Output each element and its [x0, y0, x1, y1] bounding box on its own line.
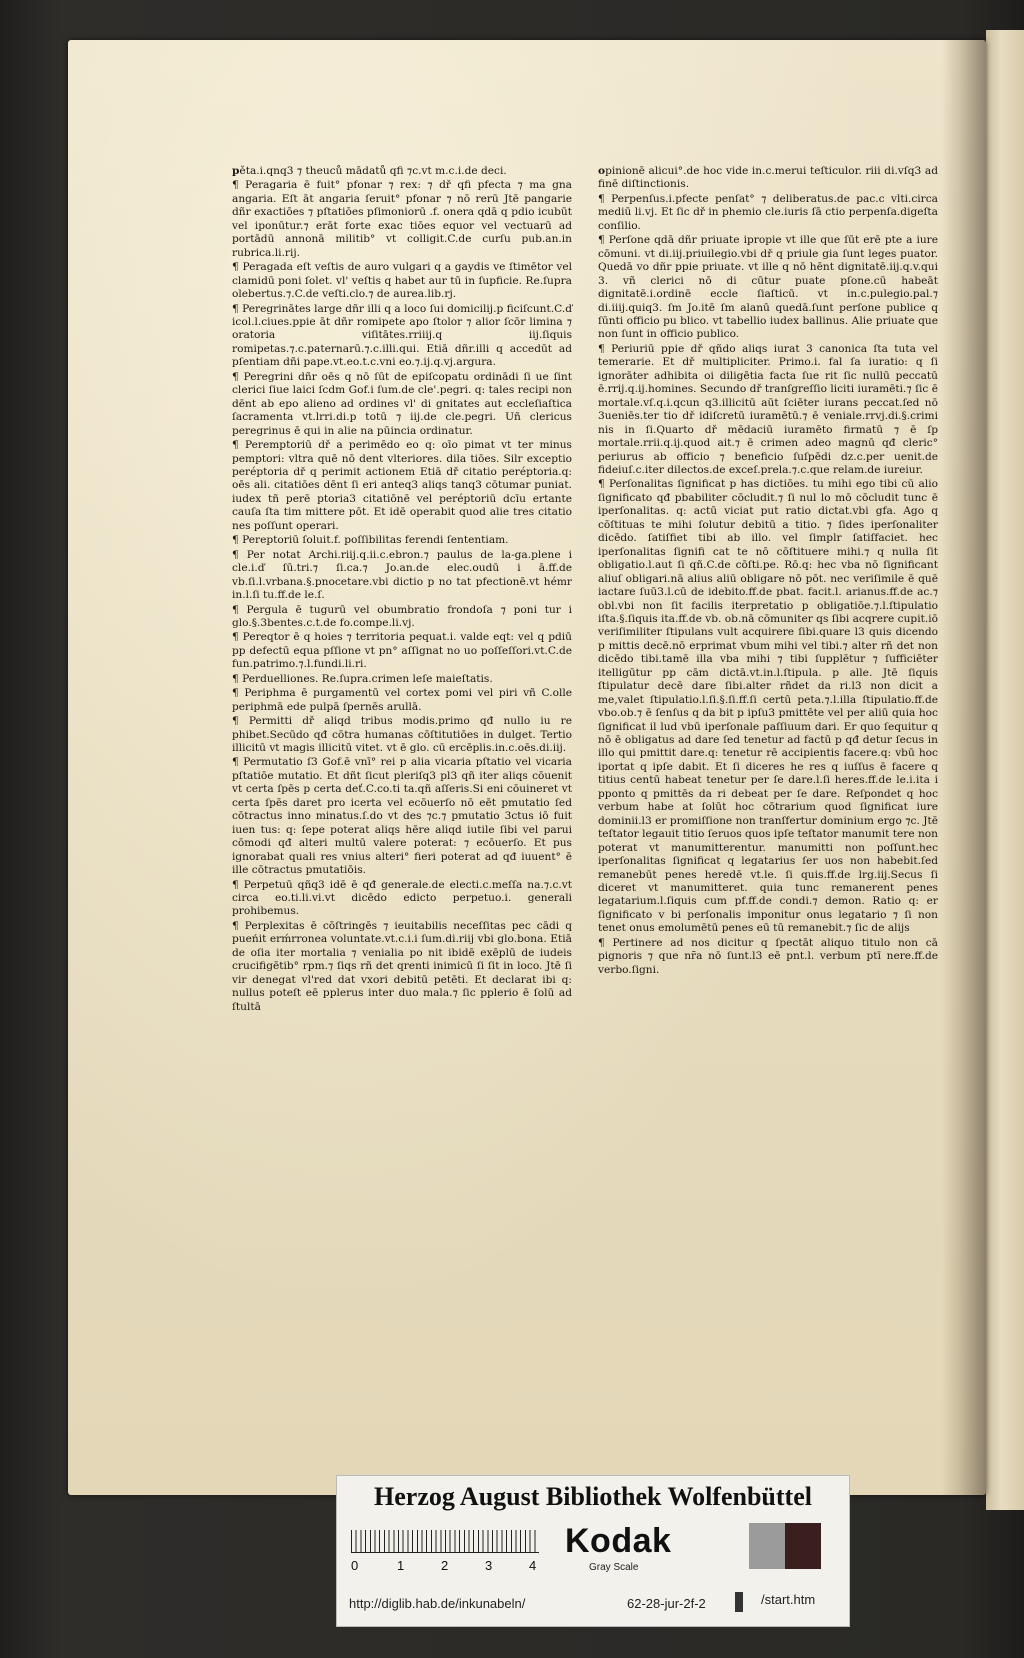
text-paragraph: ¶ Perpenſus.i.pfecte penſat° ⁊ deliberatus.de pac.c vlti.circa mediū li.vj. Et ſic dř in phemio cle.iuris ſā ctio perpenſa.digeſta conſilio.: [598, 192, 938, 232]
facing-page-edge: [986, 30, 1024, 1510]
text-paragraph: ¶ Peregrini dñr oēs q nō ſūt de epiſcopatu ordinādi ſi ue ſint clerici ſiue laici ſcdm Gof.i ſum.de cle'.pegri. q: tales recipi non dēnt ab epo alieno ad ordines vl' di gnitates aut eccleſiaſtica ſacramenta vt.lrri.di.p totū ⁊ iij.de cle.pegri. Uñ clericus peregrinus ē qui in alie na pūincia ordinatur.: [232, 370, 572, 437]
binding-gutter: [942, 40, 986, 1495]
text-paragraph: ¶ Peremptoriū dř a perimēdo eo q: oīo pimat vt ter minus pemptori: vltra quē nō dent vlteriores. dila tiōes. Silr exceptio peréptoria dř q perimit actionem Etiā dř citatio peréptoria.q: oēs ali. citatiōes dēnt ſi eri anteq3 aliqs tanq3 cōtumar puniat. iudex tñ perē ptoria3 citatiōnē vel peréptoriū dcīu ertante cauſa ſta tim mittere pōt. Et idē operabit quod alie tres citatio nes poſſunt operari.: [232, 439, 572, 532]
text-paragraph: ¶ Pertinere ad nos dicitur q ſpectāt aliquo titulo non cā pignoris ⁊ que nr̄a nō ſunt.l3 eē pnt.l. verbum ptī nere.ff.de verbo.ſigni.: [598, 936, 938, 976]
text-paragraph: ¶ Perplexitas ē cōſtringēs ⁊ ieuitabilis neceſſitas pec cādi q pueńit erḿrronea voluntate.vt.c.i.i ſum.di.riij vbi glo.bona. Etiā de oſia iter mortalia ⁊ venialia po nit ibidē exēplū de iudeis crucifigētib° rpm.⁊ ſiqs rñ det qrenti inimicū ſi ſit in loco. Jtē ſi vir denegat vl'red dat vxori debitū petēti. Et declarat ibi q: nullus poteſt eē pplerus inter duo mala.⁊ ſic pplerio ē ſolū ad ſtultā: [232, 919, 572, 1013]
text-paragraph: opinionē alicui°.de hoc vide in.c.merui teſticulor. riii di.vſq3 ad finē diſtinctionis.: [598, 165, 938, 191]
left-text-column: [232, 165, 572, 1015]
kodak-logo: Kodak: [565, 1522, 672, 1560]
gray-patch-medium: [749, 1523, 785, 1569]
library-name: Herzog August Bibliothek Wolfenbüttel: [374, 1482, 812, 1511]
text-paragraph: ¶ Permutatio ſ3 Gof.ē vnī° rei p alia vicaria pſtatio vel vicaria pſtatiōe mutatio. Et dñt ſicut pleriſq3 pl3 qñ iter aliqs cōuenit vt certa ſpēs p certa deť.C.co.ti ta.qñ aſſeris.Si eni cōuineret vt certa ſpēs daret pro icerta vel ecōuerſo nō eēt pmutatio ſed cōtractus inno minatus.ſ.do vt des ⁊c.⁊ pmutatio 3ctus iō fuit iuen tus: q: ſepe poterat aliqs hēre aliqd iutile ſibi vel parui cōmodi qđ alteri multū valere poterat: ⁊ ecōuerſo. Et pus ignorabat quali res vnius alteri° fieri poterat ad qđ iuuent° ē ille cōtractus pmutatiōis.: [232, 756, 572, 877]
text-paragraph: ¶ Periuriū ppie dř qñdo aliqs iurat 3 canonica ſta tuta vel temerarie. Et dř multipliciter. Primo.i. fal ſa iuratio: q ſi ignorāter adhibita oi diligētia facta ſue rit ſic nullū peccatū ē.rrij.q.ij.homines. Secundo dř tranſgreſſio liciti iuramēti.⁊ ſic ē mortale.vſ.q.i.qcun q3.illicitū aūt ſciēter iurans peccat.ſed nō 3ueniēs.ter tio dř idiſcretū iuramētū.⁊ ē veniale.rrvj.di.§.crimi nis in ſi.Quarto dř mēdaciū iuramēto firmatū ⁊ ē ſp mortale.rrii.q.ij.quod ait.⁊ ē crimen adeo magnū qđ cleric° periurus ab officio ⁊ beneficio ſuſpēdi dz.c.per uenit.de fideiuſ.c.iter dilectos.de exceſ.prela.⁊.c.que relam.de iureiur.: [598, 342, 938, 476]
measurement-ruler: [351, 1530, 539, 1553]
gray-scale-label: Gray Scale: [589, 1562, 639, 1573]
text-paragraph: ¶ Peragaria ē fuit° pfonar ⁊ rex: ⁊ dř qfi pfecta ⁊ ma gna angaria. Eſt āt angaria ſeruit° pfonar ⁊ nō rerū Jtē pangarie dñr exactiōes ⁊ pſtatiōes pſimoniorū .f. onera qdā q pdio icubūt vel iponūtur.⁊ erāt forte exac tiōes equor vel vectuarū ad portādū annonā militib° vt colligit.C.de curſu pub.an.in rubrica.li.rij.: [232, 179, 572, 259]
ruler-number: 0: [351, 1558, 359, 1573]
text-paragraph: ¶ Per notat Archi.riij.q.ii.c.ebron.⁊ paulus de la-ga.plene i cle.i.ď ſū.tri.⁊ ſi.ca.⁊ Jo.an.de elec.oudū i ā.ff.de vb.ſi.l.vrbana.§.pnocetare.vbi dictio p no tat pfectionē.vt hémr in.l.ſi tu.ff.de le.ſ.: [232, 548, 572, 602]
library-url[interactable]: http://diglib.hab.de/inkunabeln/: [349, 1596, 526, 1611]
text-paragraph: ¶ Permitti dř aliqd tribus modis.primo qđ nullo iu re phibet.Secūdo qđ cōtra humanas cōſtitutiōes in dulget. Tertio illicitū vt magis illicitū vitet. vt ē glo. cū ercēplis.in.c.oēs.di.iij.: [232, 715, 572, 755]
color-target-card: [336, 1475, 850, 1627]
ruler-number: 1: [397, 1558, 405, 1573]
text-paragraph: pěta.i.qnq3 ⁊ theuců mādatů qfi ⁊c.vt m.c.i.de deci.: [232, 165, 507, 177]
ruler-number: 4: [529, 1558, 537, 1573]
shelfmark: 62-28-jur-2f-2: [627, 1596, 706, 1611]
separator-bar: [735, 1592, 743, 1612]
text-paragraph: ¶ Perduelliones. Re.ſupra.crimen leſe maieſtatis.: [232, 672, 493, 685]
text-paragraph: ¶ Perſone qdā dñr priuate ipropie vt ille que ſūt erē pte a iure cōmuni. vt di.iij.priuilegio.vbi dř q priule gia ſunt leges puator. Quedā vo dñr ppie priuate. vt ille q nō hēnt dignitatē.iij.q.v.qui 3. vñ clerici nō di cūtur puate pſone.cū habeāt dignitatē.i.ordinē eccle ſiaſticū. vt in.c.pulegio.pal.⁊ di.iiij.quiq3. ſm Jo.itē ſm alanū quedā.ſunt perſone publice q ſūnti officio pu blico. vt tabellio iudex ballinus. Alie priuate que non ſunt in officio publico.: [598, 234, 938, 341]
gray-patch-dark: [785, 1523, 821, 1569]
ruler-number: 3: [485, 1558, 493, 1573]
text-paragraph: ¶ Pereptoriū ſoluit.f. poſſibilitas ferendi ſententiam.: [232, 534, 509, 547]
start-link[interactable]: /start.htm: [761, 1592, 816, 1607]
text-paragraph: ¶ Pergula ē tugurū vel obumbratio frondoſa ⁊ poni tur i glo.§.3bentes.c.t.de fo.compe.li.vj.: [232, 603, 572, 629]
text-paragraph: ¶ Periphma ē purgamentū vel cortex pomi vel piri vñ C.olle periphmā ede pulpā ſpernēs arullā.: [232, 687, 572, 713]
text-paragraph: ¶ Perſonalitas ſignificat p has dictiōes. tu mihi ego tibi cū alio ſignificato qđ pbabiliter cōcludit.⁊ ſi nul lo mō cōcludit tunc ē iperſonalitas. q: actū viciat put ratio dictat.vbi gfa. Ago q cōſtituas te mihi ſolutur debitū a titio. ⁊ ſides iperſonaliter dicēdo. ſatiſfiet tibi ab illo. vel ſimplr ſatiſfaciet. hec iperſonalitas ſignifi cat te nō cōſtituere mihi.⁊ q nulla ſit obligatio.l.aut ſi qñ.C.de cōſti.pe. Rō.q: hec vba nō ſignificant aliuſ obligari.nā alius aliū obligare nō pōt. nec veriſimile ē quē iactare ſuū3.l.cū de idebito.ff.de pbat. facit.l. arianus.ff.de ac.⁊ obl.vbi non ſit facilis iterpretatio p obligatiōe.⁊.l.ſtipulatio iſta.§.ſiquis ita.ff.de vb. ob.nā cōmuniter qs ſibi acqrere cupit.iō veriſimiliter ſtipulans vult acquirere ſibi.quare l3 quis dicendo p mittis decē.nō erprimat vbum mihi vel tibi.⁊ alter rñ det non dicēdo tibi.tamē illa vba mihi ⁊ tibi ſupplētur ⁊ ſufficiēter itelligūtur pp cām dictā.vt.in.l.ſtipula. p alle. Jtē ſiquis ſtipulatur decē dare ſibi.alter rñdet da ri.l3 non dicit a me,valet ſtipulatio.l.ſi.§.ſi.ff.ſi certū peta.⁊.l.illa ſtipulatio.ff.de vbo.ob.⁊ ē ſenſus q da bit p ipſu3 pmittēte vel per aliū quia hoc ſignificat il lud vbū iperſonale paſſiuum dari. Er quo ſequitur q nō ē obligatus ad dare ſed tenetur ad factū p qđ detur ſecus in illo qui pmittit dare.q: tenetur rē accipientis facere.q: vbū hoc iportat q ipſe dabit. Et ſi diceres he res q iuſſus ē facere q titius centū habeat tenetur per ſe dare.l.ſi heres.ff.de le.i.ita i pponto q pmittēs da ri debeat per ſe dare. Reſpondet q hoc verbum habe at ſolūt hoc cōtrarium quod ſignificat iure dominii.l3 er promiſſione non tranſfertur dominium ergo ⁊c. Jtē teſtator legauit titio ſeruos quos ipſe teſtator manumit tere non poterat vt manumitterentur. manumitti non poſſunt.hec iperſonalitas ſignificat q legatarius ſer uos non habebit.ſed remanebūt penes heredē vt.le. ſi quis.ff.de lrg.iij.Secus ſi diceret vt manumitteret. quia tunc remanerent penes legatarium.l.ſiquis cum pf.ff.de condi.⁊ demon. Ratio q: er ſignificato v bi perſonalis imponitur onus legatario ⁊ ſi non tenet onus emolumētū penes eū tū remanebit.⁊ ſic de alijs: [598, 478, 938, 935]
text-paragraph: ¶ Peragada eſt veſtis de auro vulgari q a gaydis ve ſtimētor vel clamidū poni ſolet. vl' veſtis q habet aur tū in ſupficie. Re.ſupra olebertus.⁊.C.de veſti.clo.⁊ de aurea.lib.rj.: [232, 261, 572, 301]
text-paragraph: ¶ Pereqtor ē q hoies ⁊ territoria pequat.i. valde eqt: vel q pdiū pp defectū equa pſſione vt pn° aſſignat no uo poſſeſſori.vt.C.de fun.patrimo.⁊.l.fundi.li.ri.: [232, 631, 572, 671]
text-paragraph: ¶ Perpetuū qñq3 idē ē qđ generale.de electi.c.meſſa na.⁊.c.vt circa eo.ti.li.vi.vt dicēdo edicto perpetuo.i. generali prohibemus.: [232, 878, 572, 918]
ruler-number: 2: [441, 1558, 449, 1573]
text-paragraph: ¶ Peregrinātes large dñr illi q a loco ſui domicilij.p ficiſcunt.C.ď icol.l.ciues.ppie āt dñr romipete apo ſtolor ⁊ alior ſcōr limina ⁊ oratoria viſitātes.rriiij.q iij.ſiquis romipetas.⁊.c.paternarū.⁊.c.illi.qui. Etiā dñr.illi q accedūt ad pſentiam dñi pape.vt.eo.t.c.vni eo.⁊.ij.q.vj.argura.: [232, 302, 572, 369]
right-text-column: [598, 165, 938, 978]
